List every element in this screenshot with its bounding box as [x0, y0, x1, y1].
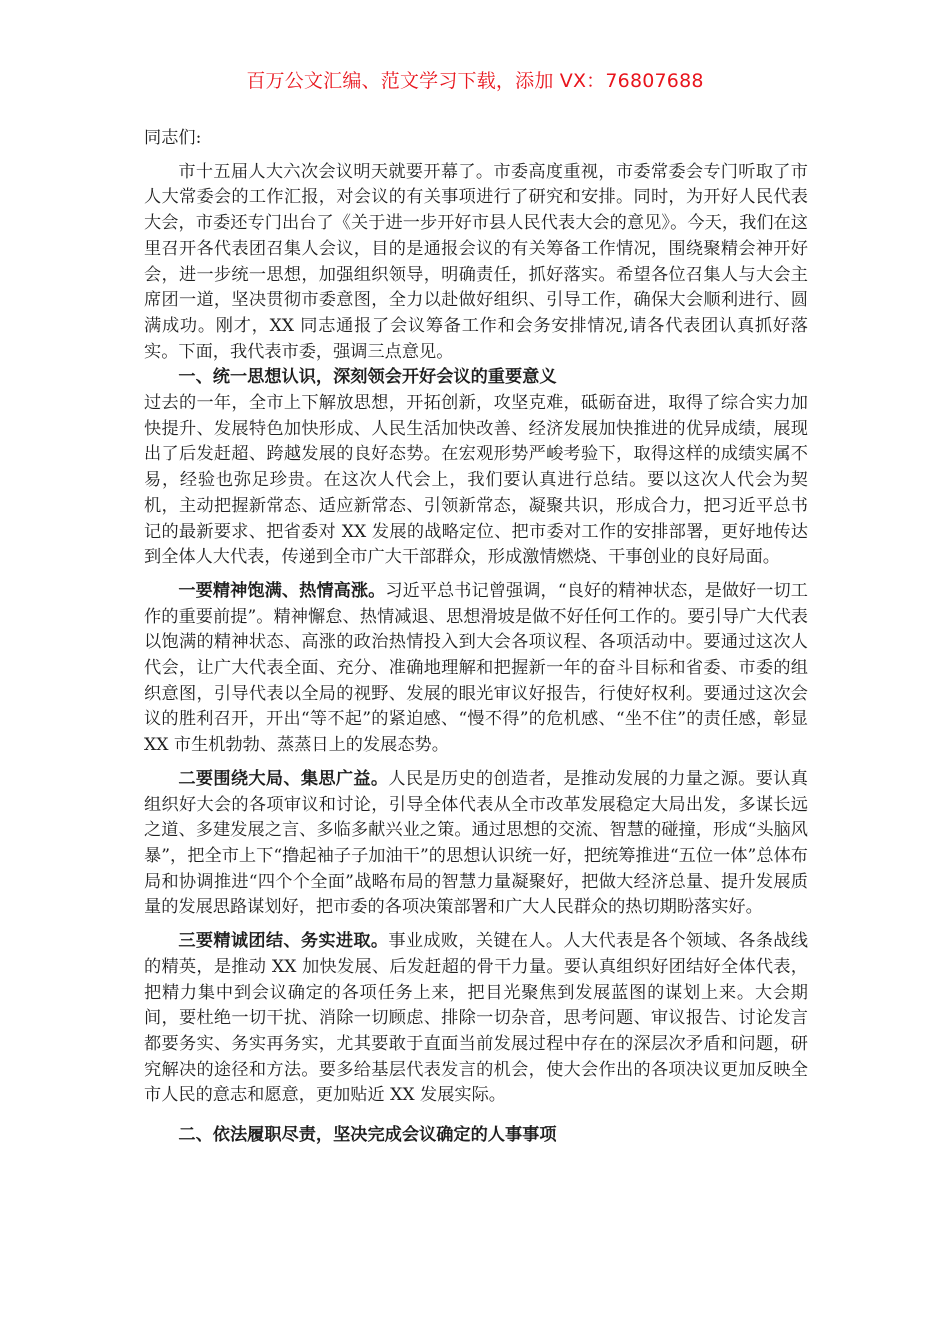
point-2-body: 人民是历史的创造者，是推动发展的力量之源。要认真组织好大会的各项审议和讨论，引导全体代表从全市改革发展稳定大局出发，多谋长远之道、多建发展之言、多临多献兴业之策。通过思想的交流、智慧的碰撞，形成“头脑风暴”，把全市上下“撸起袖子子加油干”的思想认识统一好，把统筹推进“五位一体”总体布局和协调推进“四个个全面”战略布局的智慧力量凝聚好，把做大经济总量、提升发展质量的发展思路谋划好，把市委的各项决策部署和广大人民群众的热切期盼落实好。 — [144, 768, 808, 918]
speech-body — [144, 126, 808, 1149]
watermark-banner: 百万公文汇编、范文学习下载，添加 VX：76807688 — [246, 70, 704, 92]
greeting: 同志们: — [144, 128, 202, 148]
point-1-body: 习近平总书记曾强调，“良好的精神状态，是做好一切工作的重要前提”。精神懈怠、热情减退、思想滑坡是做不好任何工作的。要引导广大代表以饱满的精神状态、高涨的政治热情投入到大会各项议程、各项活动中。要通过这次人代会，让广大代表全面、充分、准确地理解和把握新一年的奋斗目标和省委、市委的组织意图，引导代表以全局的视野、发展的眼光审议好报告，行使好权利。要通过这次会议的胜利召开，开出“等不起”的紧迫感、“慢不得”的危机感、“坐不住”的责任感，彰显 XX 市生机勃勃、蒸蒸日上的发展态势。 — [144, 580, 808, 756]
point-3-paragraph — [144, 929, 808, 1109]
section-1-heading: 一、统一思想认识，深刻领会开好会议的重要意义 — [178, 367, 557, 388]
point-2-lead: 二要围绕大局、集思广益。 — [178, 768, 389, 789]
section-1-paragraph: 过去的一年，全市上下解放思想，开拓创新，攻坚克难，砥砺奋进，取得了综合实力加快提升、发展特色加快形成、人民生活加快改善、经济发展加快推进的优异成绩，展现出了后发赶超、跨越发展的良好态势。在宏观形势严峻考验下，取得这样的成绩实属不易，经验也弥足珍贵。在这次人代会上，我们要认真进行总结。要以这次人代会为契机，主动把握新常态、适应新常态、引领新常态，凝聚共识，形成合力，把习近平总书记的最新要求、把省委对 XX 发展的战略定位、把市委对工作的安排部署，更好地传达到全体人大代表，传递到全市广大干部群众，形成激情燃烧、干事创业的良好局面。 — [144, 393, 808, 568]
point-1-lead: 一要精神饱满、热情高涨。 — [178, 580, 386, 601]
section-2-heading: 二、依法履职尽责，坚决完成会议确定的人事事项 — [178, 1125, 557, 1146]
point-1-paragraph — [144, 579, 808, 759]
point-3-lead: 三要精诚团结、务实进取。 — [178, 931, 389, 952]
point-2-paragraph — [144, 767, 808, 921]
point-3-body: 事业成败，关键在人。人大代表是各个领域、各条战线的精英，是推动 XX 加快发展、后发赶超的骨干力量。要认真组织好团结好全体代表，把精力集中到会议确定的各项任务上来，把目光聚焦到发展蓝图的谋划上来。大会期间，要杜绝一切干扰、消除一切顾虑、排除一切杂音，思考问题、审议报告、讨论发言都要务实、务实再务实，尤其要敢于直面当前发展过程中存在的深层次矛盾和问题，研究解决的途径和方法。要多给基层代表发言的机会，使大会作出的各项决议更加反映全市人民的意志和愿意，更加贴近 XX 发展实际。 — [144, 931, 808, 1106]
intro-paragraph: 市十五届人大六次会议明天就要开幕了。市委高度重视，市委常委会专门听取了市人大常委会的工作汇报，对会议的有关事项进行了研究和安排。同时，为开好人民代表大会，市委还专门出台了《关于进一步开好市县人民代表大会的意见》。今天，我们在这里召开各代表团召集人会议，目的是通报会议的有关筹备工作情况，围绕聚精会神开好会，进一步统一思想，加强组织领导，明确责任，抓好落实。希望各位召集人与大会主席团一道，坚决贯彻市委意图，全力以赴做好组织、引导工作，确保大会顺利进行、圆满成功。刚才，XX 同志通报了会议筹备工作和会务安排情况,请各代表团认真抓好落实。下面，我代表市委，强调三点意见。 — [144, 161, 808, 362]
